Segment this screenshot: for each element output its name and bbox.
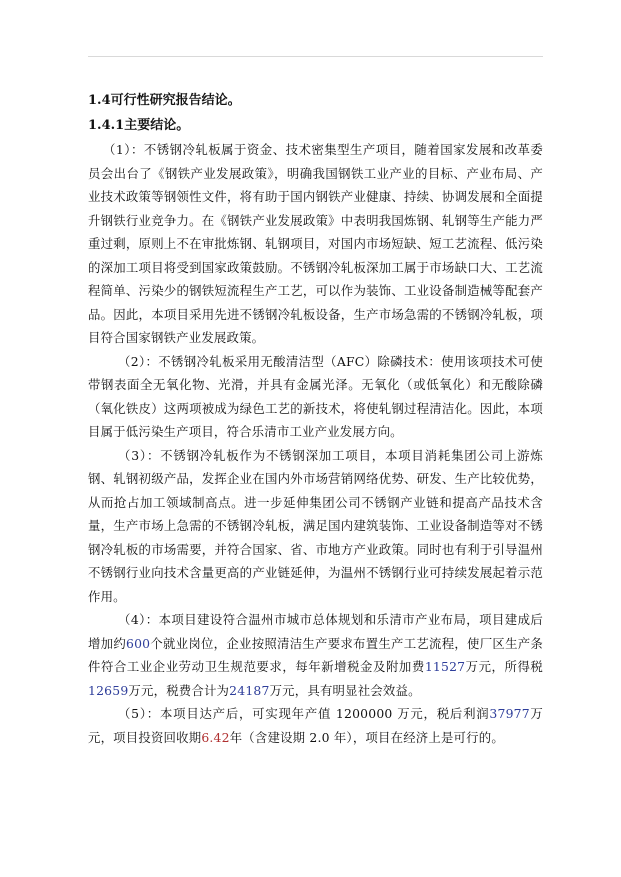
p5-text-c: 年（含建设期 2.0 年），项目在经济上是可行的。 [229,729,504,745]
p4-text-e: 万元，具有明显社会效益。 [269,682,421,698]
annual-tax-value: 11527 [424,659,466,674]
conclusion-paragraph-5 [88,702,543,749]
section-heading-1-4-1: 1.4.1主要结论。 [88,118,190,133]
p4-text-d: 万元，税费合计为 [128,682,230,698]
after-tax-profit-value: 37977 [489,706,530,721]
p5-text-a: （5）：本项目达产后，可实现年产值 1200000 万元，税后利润 [118,706,490,721]
payback-period-value: 6.42 [201,729,230,745]
income-tax-value: 12659 [88,682,129,698]
conclusion-paragraph-1: （1）：不锈钢冷轧板属于资金、技术密集型生产项目，随着国家发展和改革委员会出台了《钢铁产业发展政策》，明确我国钢铁工业产业的目标、产业布局、产业技术政策等钢领性文件，将有助于国内钢铁产业健康、持续、协调发展和全面提升钢铁行业竞争力。在《钢铁产业发展政策》中表明我国炼钢、轧钢等生产能力严重过剩，原则上不在审批炼钢、轧钢项目，对国内市场短缺、短工艺流程、低污染的深加工项目将受到国家政策鼓励。不锈钢冷轧板深加工属于市场缺口大、工艺流程简单、污染少的钢铁短流程生产工艺，可以作为装饰、工业设备制造械等配套产品。因此，本项目采用先进不锈钢冷轧板设备，生产市场急需的不锈钢冷轧板，项目符合国家钢铁产业发展政策。 [88,142,543,345]
conclusion-paragraph-3: （3）：不锈钢冷轧板作为不锈钢深加工项目，本项目消耗集团公司上游炼钢、轧钢初级产品，发挥企业在国内外市场营销网络优势、研发、生产比较优势，从而抢占加工领域制高点。进一步延伸集团公司不锈钢产业链和提高产品技术含量，生产市场上急需的不锈钢冷轧板，满足国内建筑装饰、工业设备制造等对不锈钢冷轧板的市场需要，并符合国家、省、市地方产业政策。同时也有利于引导温州不锈钢行业向技术含量更高的产业链延伸，为温州不锈钢行业可持续发展起着示范作用。 [88,447,543,604]
conclusion-paragraph-2: （2）：不锈钢冷轧板采用无酸清洁型（AFC）除磷技术：使用该项技术可使带钢表面全无氧化物、光滑，并具有金属光泽。无氧化（或低氧化）和无酸除磷（氧化铁皮）这两项被成为绿色工艺的新技术，将使轧钢过程清洁化。因此，本项目属于低污染生产项目，符合乐清市工业产业发展方向。 [88,353,543,439]
conclusion-paragraph-4 [88,608,543,702]
p4-text-c: 万元，所得税 [465,659,543,674]
section-heading-1-4: 1.4可行性研究报告结论。 [88,93,241,108]
p5-text-b: 万元，项目投资回收期 [88,706,543,745]
jobs-count-value: 600 [126,635,151,651]
p4-text-a: （4）：本项目建设符合温州市城市总体规划和乐清市产业布局，项目建成后增加约 [88,612,543,651]
p4-text-b: 个就业岗位，企业按照清洁生产要求布置生产工艺流程，使厂区生产条件符合工业企业劳动卫生规范要求，每年新增税金及附加费 [88,635,543,674]
document-body [88,88,543,749]
total-tax-value: 24187 [229,682,270,698]
page-header-rule [88,56,543,57]
